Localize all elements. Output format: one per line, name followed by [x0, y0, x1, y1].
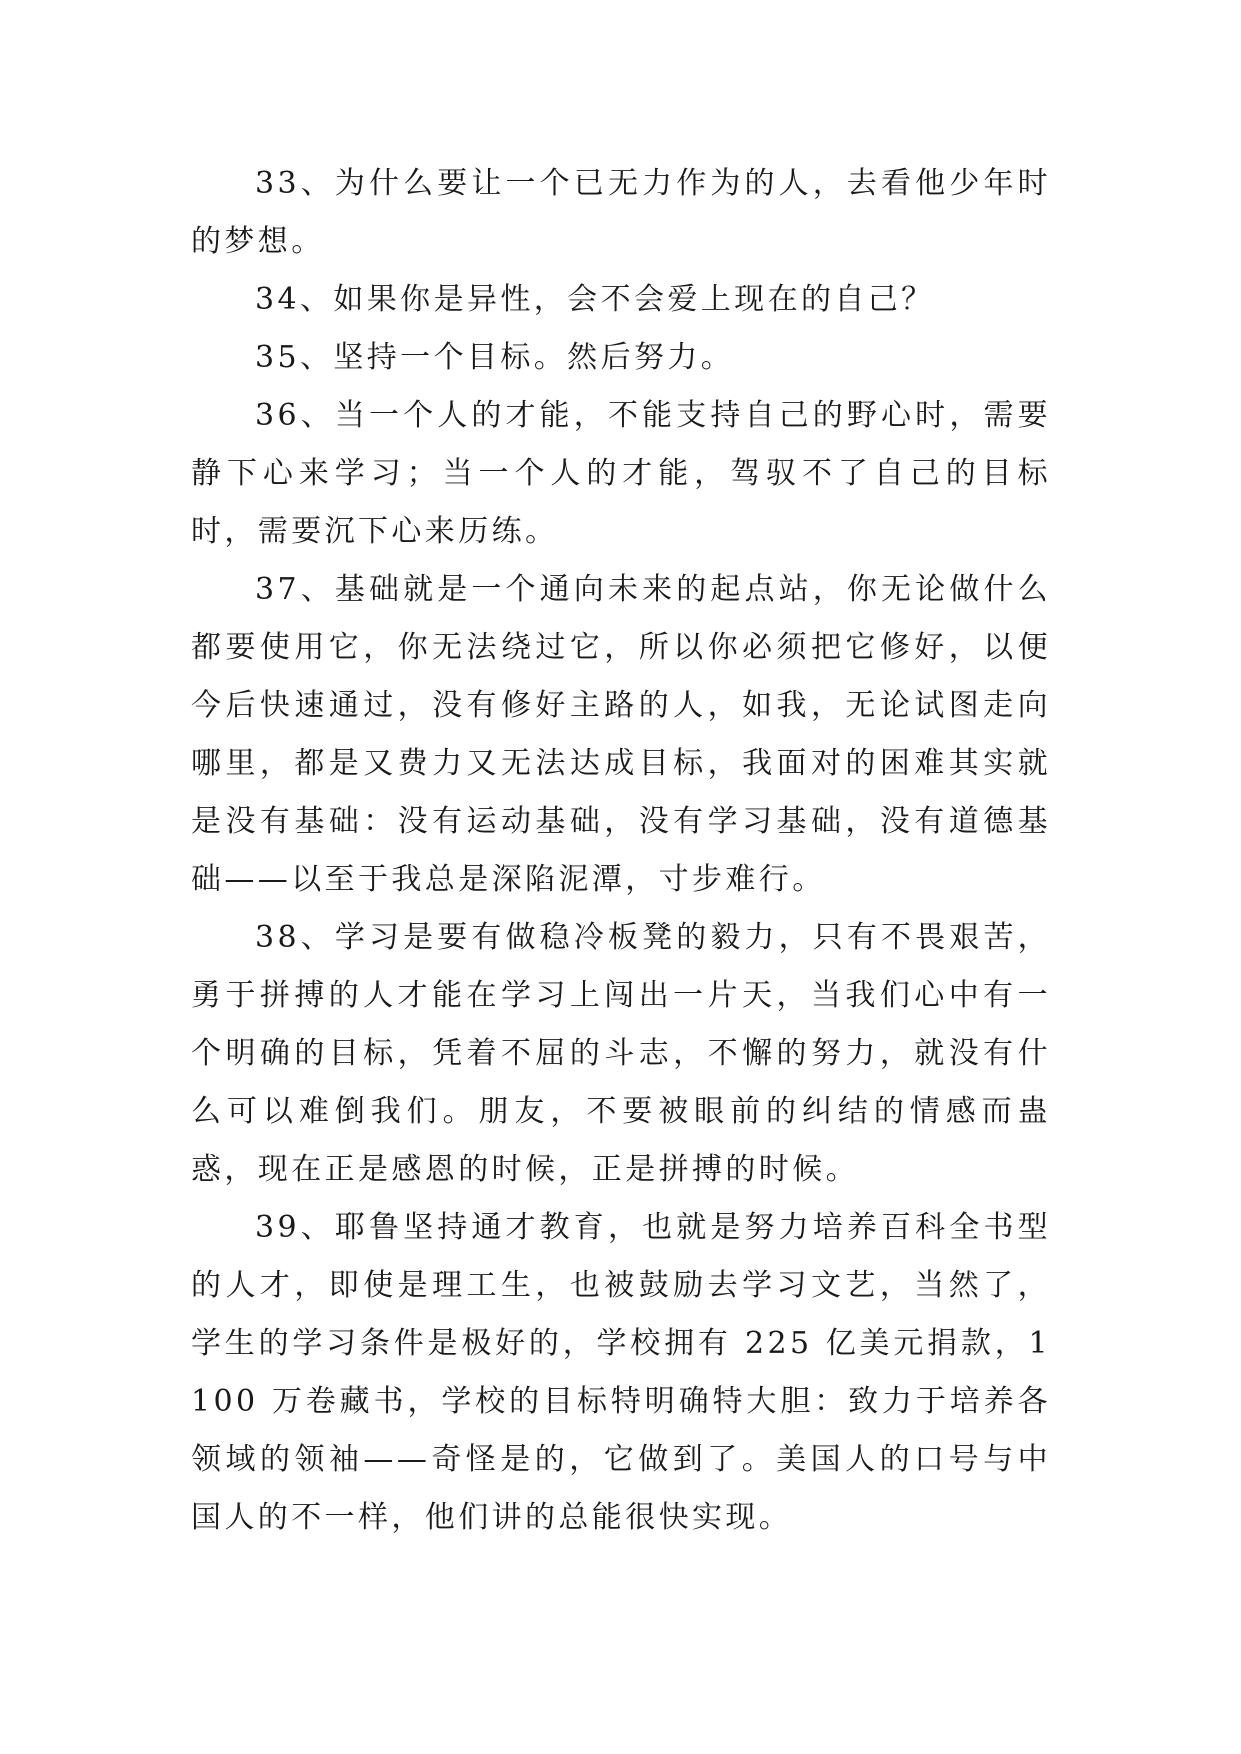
paragraph-35: 35、坚持一个目标。然后努力。 [255, 340, 735, 375]
paragraph-34: 34、如果你是异性，会不会爱上现在的自己？ [255, 282, 935, 317]
paragraph-33: 33、为什么要让一个已无力作为的人，去看他少年时的梦想。 [191, 166, 1051, 259]
paragraph-37: 37、基础就是一个通向未来的起点站，你无论做什么都要使用它，你无法绕过它，所以你必须把它修好，以便今后快速通过，没有修好主路的人，如我，无论试图走向哪里，都是又费力又无法达成目标，我面对的困难其实就是没有基础：没有运动基础，没有学习基础，没有道德基础——以至于我总是深陷泥潭，寸步难行。 [191, 572, 1051, 897]
paragraph-38: 38、学习是要有做稳冷板凳的毅力，只有不畏艰苦，勇于拼搏的人才能在学习上闯出一片天，当我们心中有一个明确的目标，凭着不屈的斗志，不懈的努力，就没有什么可以难倒我们。朋友，不要被眼前的纠结的情感而蛊惑，现在正是感恩的时候，正是拼搏的时候。 [191, 920, 1051, 1187]
paragraph-36: 36、当一个人的才能，不能支持自己的野心时，需要静下心来学习；当一个人的才能，驾驭不了自己的目标时，需要沉下心来历练。 [191, 398, 1051, 549]
paragraph-39: 39、耶鲁坚持通才教育，也就是努力培养百科全书型的人才，即使是理工生，也被鼓励去学习文艺，当然了，学生的学习条件是极好的，学校拥有 225 亿美元捐款，1100 万卷藏书，学校的目标特明确特大胆：致力于培养各领域的领袖——奇怪是的，它做到了。美国人的口号与中国人的不一样，他们讲的总能很快实现。 [191, 1210, 1051, 1535]
document-body [191, 155, 1051, 1547]
